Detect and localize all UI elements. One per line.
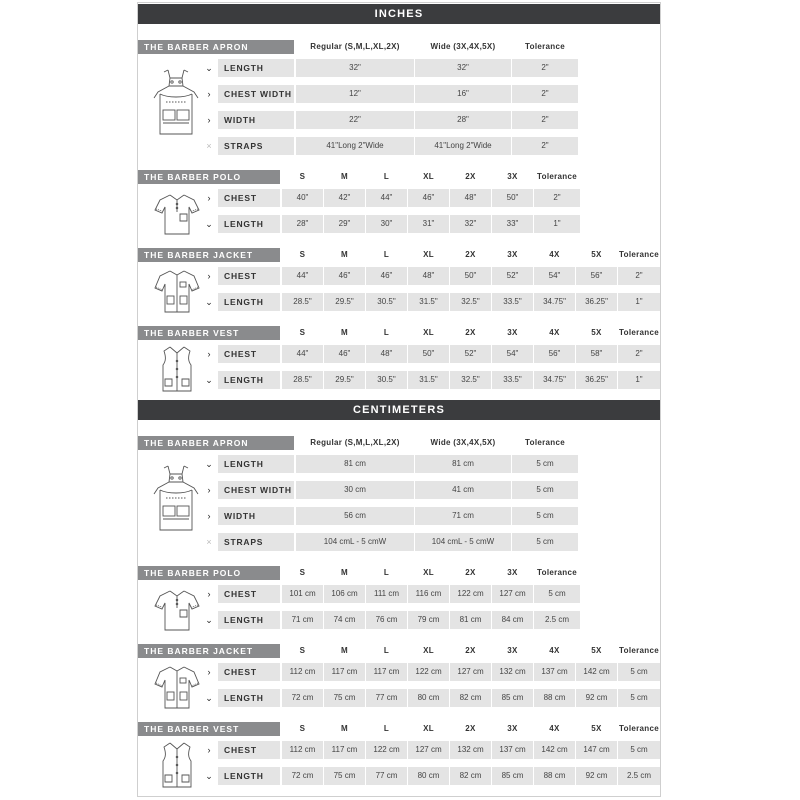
vest-value-cell: 2.5 cm (618, 767, 660, 785)
jacket-illustration-icon (154, 268, 200, 319)
polo-value-cell: 127 cm (492, 585, 533, 603)
close-icon: × (206, 537, 212, 547)
apron-title: THE BARBER APRON (138, 40, 294, 54)
polo-value-cell: 84 cm (492, 611, 533, 629)
jacket-column-header: L (383, 646, 390, 655)
apron-value-cell: 2" (512, 59, 578, 77)
polo-column-header: 3X (507, 568, 518, 577)
apron-value-cell: 56 cm (296, 507, 414, 525)
jacket-value-cell: 36.25" (576, 293, 617, 311)
polo-value-cell: 101 cm (282, 585, 323, 603)
vest-illustration-icon (160, 345, 194, 398)
vest-value-cell: 82 cm (450, 767, 491, 785)
jacket-value-cell: 75 cm (324, 689, 365, 707)
vest-column-header: Tolerance (619, 328, 659, 337)
apron-value-cell: 2" (512, 111, 578, 129)
apron-value-cell: 104 cmL - 5 cmW (296, 533, 414, 551)
jacket-column-header: 3X (507, 646, 518, 655)
polo-value-cell: 71 cm (282, 611, 323, 629)
jacket-row-label: LENGTH (218, 293, 280, 311)
jacket-value-cell: 122 cm (408, 663, 449, 681)
jacket-value-cell: 29.5" (324, 293, 365, 311)
jacket-row-label: LENGTH (218, 689, 280, 707)
vest-value-cell: 48" (366, 345, 407, 363)
polo-value-cell: 81 cm (450, 611, 491, 629)
vest-column-header: S (299, 724, 306, 733)
vest-value-cell: 30.5" (366, 371, 407, 389)
chevron-right-icon: › (207, 115, 211, 125)
jacket-column-header: S (299, 646, 306, 655)
vest-value-cell: 46" (324, 345, 365, 363)
apron-value-cell: 81 cm (296, 455, 414, 473)
apron-column-header: Regular (S,M,L,XL,2X) (310, 438, 400, 447)
jacket-value-cell: 80 cm (408, 689, 449, 707)
polo-value-cell: 2.5 cm (534, 611, 580, 629)
chevron-right-icon: › (207, 193, 211, 203)
chevron-right-icon: › (207, 745, 211, 755)
jacket-column-header: 2X (465, 646, 476, 655)
vest-column-header: XL (423, 328, 434, 337)
polo-value-cell: 74 cm (324, 611, 365, 629)
vest-value-cell: 147 cm (576, 741, 617, 759)
jacket-value-cell: 46" (366, 267, 407, 285)
jacket-column-header: Tolerance (619, 646, 659, 655)
vest-column-header: M (341, 724, 348, 733)
polo-value-cell: 1" (534, 215, 580, 233)
jacket-column-header: 4X (549, 646, 560, 655)
jacket-value-cell: 56" (576, 267, 617, 285)
polo-column-header: Tolerance (537, 172, 577, 181)
jacket-value-cell: 82 cm (450, 689, 491, 707)
apron-value-cell: 2" (512, 85, 578, 103)
chevron-down-icon: ⌄ (205, 693, 213, 703)
jacket-value-cell: 117 cm (366, 663, 407, 681)
polo-column-header: XL (423, 172, 434, 181)
vest-column-header: XL (423, 724, 434, 733)
polo-value-cell: 33" (492, 215, 533, 233)
polo-value-cell: 79 cm (408, 611, 449, 629)
vest-value-cell: 72 cm (282, 767, 323, 785)
jacket-row-label: CHEST (218, 663, 280, 681)
jacket-row-label: CHEST (218, 267, 280, 285)
apron-value-cell: 32" (415, 59, 511, 77)
polo-column-header: M (341, 172, 348, 181)
polo-column-header: Tolerance (537, 568, 577, 577)
jacket-title: THE BARBER JACKET (138, 248, 280, 262)
vest-value-cell: 85 cm (492, 767, 533, 785)
vest-title: THE BARBER VEST (138, 722, 280, 736)
vest-column-header: 3X (507, 724, 518, 733)
vest-value-cell: 29.5" (324, 371, 365, 389)
chevron-down-icon: ⌄ (205, 615, 213, 625)
polo-value-cell: 106 cm (324, 585, 365, 603)
vest-value-cell: 2" (618, 345, 660, 363)
apron-value-cell: 71 cm (415, 507, 511, 525)
jacket-value-cell: 77 cm (366, 689, 407, 707)
jacket-title: THE BARBER JACKET (138, 644, 280, 658)
vest-value-cell: 75 cm (324, 767, 365, 785)
apron-column-header: Tolerance (525, 42, 565, 51)
jacket-column-header: M (341, 250, 348, 259)
apron-row-label: STRAPS (218, 137, 294, 155)
jacket-value-cell: 50" (450, 267, 491, 285)
jacket-value-cell: 85 cm (492, 689, 533, 707)
jacket-value-cell: 5 cm (618, 663, 660, 681)
vest-value-cell: 142 cm (534, 741, 575, 759)
polo-value-cell: 116 cm (408, 585, 449, 603)
polo-value-cell: 46" (408, 189, 449, 207)
chevron-right-icon: › (207, 485, 211, 495)
polo-column-header: S (299, 568, 306, 577)
polo-value-cell: 29" (324, 215, 365, 233)
vest-value-cell: 117 cm (324, 741, 365, 759)
jacket-value-cell: 54" (534, 267, 575, 285)
jacket-value-cell: 28.5" (282, 293, 323, 311)
jacket-column-header: 3X (507, 250, 518, 259)
jacket-value-cell: 34.75" (534, 293, 575, 311)
chevron-down-icon: ⌄ (205, 63, 213, 73)
vest-column-header: 2X (465, 328, 476, 337)
vest-value-cell: 132 cm (450, 741, 491, 759)
close-icon: × (206, 141, 212, 151)
vest-value-cell: 137 cm (492, 741, 533, 759)
vest-column-header: Tolerance (619, 724, 659, 733)
polo-row-label: CHEST (218, 585, 280, 603)
vest-value-cell: 34.75" (534, 371, 575, 389)
apron-value-cell: 2" (512, 137, 578, 155)
polo-illustration-icon (154, 588, 200, 637)
vest-column-header: M (341, 328, 348, 337)
apron-row-label: CHEST WIDTH (218, 481, 294, 499)
vest-column-header: 4X (549, 328, 560, 337)
jacket-column-header: Tolerance (619, 250, 659, 259)
vest-value-cell: 54" (492, 345, 533, 363)
chevron-right-icon: › (207, 667, 211, 677)
chevron-down-icon: ⌄ (205, 771, 213, 781)
jacket-value-cell: 72 cm (282, 689, 323, 707)
vest-value-cell: 58" (576, 345, 617, 363)
apron-value-cell: 5 cm (512, 533, 578, 551)
vest-value-cell: 28.5" (282, 371, 323, 389)
apron-column-header: Tolerance (525, 438, 565, 447)
vest-value-cell: 52" (450, 345, 491, 363)
polo-title: THE BARBER POLO (138, 566, 280, 580)
vest-column-header: S (299, 328, 306, 337)
vest-value-cell: 36.25" (576, 371, 617, 389)
vest-column-header: L (383, 328, 390, 337)
chevron-right-icon: › (207, 349, 211, 359)
jacket-value-cell: 117 cm (324, 663, 365, 681)
vest-value-cell: 44" (282, 345, 323, 363)
apron-row-label: WIDTH (218, 507, 294, 525)
vest-value-cell: 31.5" (408, 371, 449, 389)
unit-header-inches: INCHES (138, 4, 660, 24)
apron-value-cell: 5 cm (512, 507, 578, 525)
apron-row-label: CHEST WIDTH (218, 85, 294, 103)
polo-value-cell: 44" (366, 189, 407, 207)
polo-value-cell: 30" (366, 215, 407, 233)
apron-value-cell: 41"Long 2"Wide (296, 137, 414, 155)
jacket-illustration-icon (154, 664, 200, 715)
vest-row-label: CHEST (218, 345, 280, 363)
apron-column-header: Regular (S,M,L,XL,2X) (310, 42, 400, 51)
vest-column-header: 2X (465, 724, 476, 733)
jacket-column-header: S (299, 250, 306, 259)
jacket-value-cell: 112 cm (282, 663, 323, 681)
jacket-value-cell: 2" (618, 267, 660, 285)
polo-title: THE BARBER POLO (138, 170, 280, 184)
chevron-down-icon: ⌄ (205, 219, 213, 229)
vest-column-header: 5X (591, 328, 602, 337)
polo-column-header: 3X (507, 172, 518, 181)
apron-row-label: STRAPS (218, 533, 294, 551)
polo-row-label: LENGTH (218, 611, 280, 629)
polo-column-header: S (299, 172, 306, 181)
chevron-down-icon: ⌄ (205, 297, 213, 307)
jacket-column-header: M (341, 646, 348, 655)
jacket-value-cell: 5 cm (618, 689, 660, 707)
jacket-value-cell: 44" (282, 267, 323, 285)
vest-column-header: 3X (507, 328, 518, 337)
apron-value-cell: 22" (296, 111, 414, 129)
vest-value-cell: 56" (534, 345, 575, 363)
polo-column-header: L (383, 172, 390, 181)
vest-value-cell: 88 cm (534, 767, 575, 785)
polo-column-header: L (383, 568, 390, 577)
apron-value-cell: 12" (296, 85, 414, 103)
jacket-value-cell: 33.5" (492, 293, 533, 311)
jacket-column-header: 2X (465, 250, 476, 259)
vest-value-cell: 1" (618, 371, 660, 389)
vest-value-cell: 112 cm (282, 741, 323, 759)
polo-value-cell: 32" (450, 215, 491, 233)
jacket-column-header: 5X (591, 646, 602, 655)
polo-column-header: M (341, 568, 348, 577)
apron-row-label: LENGTH (218, 59, 294, 77)
vest-value-cell: 127 cm (408, 741, 449, 759)
polo-illustration-icon (154, 192, 200, 241)
jacket-value-cell: 127 cm (450, 663, 491, 681)
jacket-value-cell: 52" (492, 267, 533, 285)
chevron-down-icon: ⌄ (205, 375, 213, 385)
vest-value-cell: 122 cm (366, 741, 407, 759)
vest-row-label: LENGTH (218, 371, 280, 389)
vest-value-cell: 5 cm (618, 741, 660, 759)
polo-value-cell: 2" (534, 189, 580, 207)
vest-column-header: L (383, 724, 390, 733)
jacket-value-cell: 92 cm (576, 689, 617, 707)
polo-value-cell: 76 cm (366, 611, 407, 629)
apron-row-label: WIDTH (218, 111, 294, 129)
jacket-value-cell: 142 cm (576, 663, 617, 681)
jacket-column-header: XL (423, 646, 434, 655)
apron-value-cell: 28" (415, 111, 511, 129)
polo-column-header: 2X (465, 568, 476, 577)
jacket-value-cell: 31.5" (408, 293, 449, 311)
apron-illustration-icon (150, 68, 202, 141)
unit-header-centimeters: CENTIMETERS (138, 400, 660, 420)
jacket-value-cell: 88 cm (534, 689, 575, 707)
polo-row-label: CHEST (218, 189, 280, 207)
apron-column-header: Wide (3X,4X,5X) (430, 438, 496, 447)
vest-row-label: LENGTH (218, 767, 280, 785)
vest-value-cell: 32.5" (450, 371, 491, 389)
apron-value-cell: 104 cmL - 5 cmW (415, 533, 511, 551)
polo-column-header: 2X (465, 172, 476, 181)
polo-value-cell: 40" (282, 189, 323, 207)
apron-title: THE BARBER APRON (138, 436, 294, 450)
jacket-value-cell: 48" (408, 267, 449, 285)
jacket-column-header: L (383, 250, 390, 259)
chevron-right-icon: › (207, 589, 211, 599)
apron-column-header: Wide (3X,4X,5X) (430, 42, 496, 51)
apron-value-cell: 41 cm (415, 481, 511, 499)
apron-value-cell: 81 cm (415, 455, 511, 473)
jacket-column-header: 5X (591, 250, 602, 259)
polo-value-cell: 42" (324, 189, 365, 207)
polo-value-cell: 31" (408, 215, 449, 233)
polo-column-header: XL (423, 568, 434, 577)
chevron-right-icon: › (207, 271, 211, 281)
vest-title: THE BARBER VEST (138, 326, 280, 340)
apron-illustration-icon (150, 464, 202, 537)
polo-value-cell: 122 cm (450, 585, 491, 603)
polo-value-cell: 28" (282, 215, 323, 233)
jacket-column-header: 4X (549, 250, 560, 259)
jacket-value-cell: 32.5" (450, 293, 491, 311)
vest-illustration-icon (160, 741, 194, 794)
chevron-right-icon: › (207, 89, 211, 99)
apron-value-cell: 41"Long 2"Wide (415, 137, 511, 155)
chevron-down-icon: ⌄ (205, 459, 213, 469)
chevron-right-icon: › (207, 511, 211, 521)
vest-value-cell: 77 cm (366, 767, 407, 785)
apron-value-cell: 16" (415, 85, 511, 103)
apron-row-label: LENGTH (218, 455, 294, 473)
jacket-value-cell: 46" (324, 267, 365, 285)
polo-value-cell: 50" (492, 189, 533, 207)
jacket-value-cell: 30.5" (366, 293, 407, 311)
polo-row-label: LENGTH (218, 215, 280, 233)
vest-row-label: CHEST (218, 741, 280, 759)
polo-value-cell: 111 cm (366, 585, 407, 603)
vest-column-header: 4X (549, 724, 560, 733)
vest-value-cell: 50" (408, 345, 449, 363)
vest-column-header: 5X (591, 724, 602, 733)
jacket-column-header: XL (423, 250, 434, 259)
jacket-value-cell: 137 cm (534, 663, 575, 681)
vest-value-cell: 92 cm (576, 767, 617, 785)
vest-value-cell: 33.5" (492, 371, 533, 389)
jacket-value-cell: 1" (618, 293, 660, 311)
polo-value-cell: 5 cm (534, 585, 580, 603)
polo-value-cell: 48" (450, 189, 491, 207)
apron-value-cell: 5 cm (512, 481, 578, 499)
apron-value-cell: 5 cm (512, 455, 578, 473)
jacket-value-cell: 132 cm (492, 663, 533, 681)
apron-value-cell: 30 cm (296, 481, 414, 499)
vest-value-cell: 80 cm (408, 767, 449, 785)
apron-value-cell: 32" (296, 59, 414, 77)
